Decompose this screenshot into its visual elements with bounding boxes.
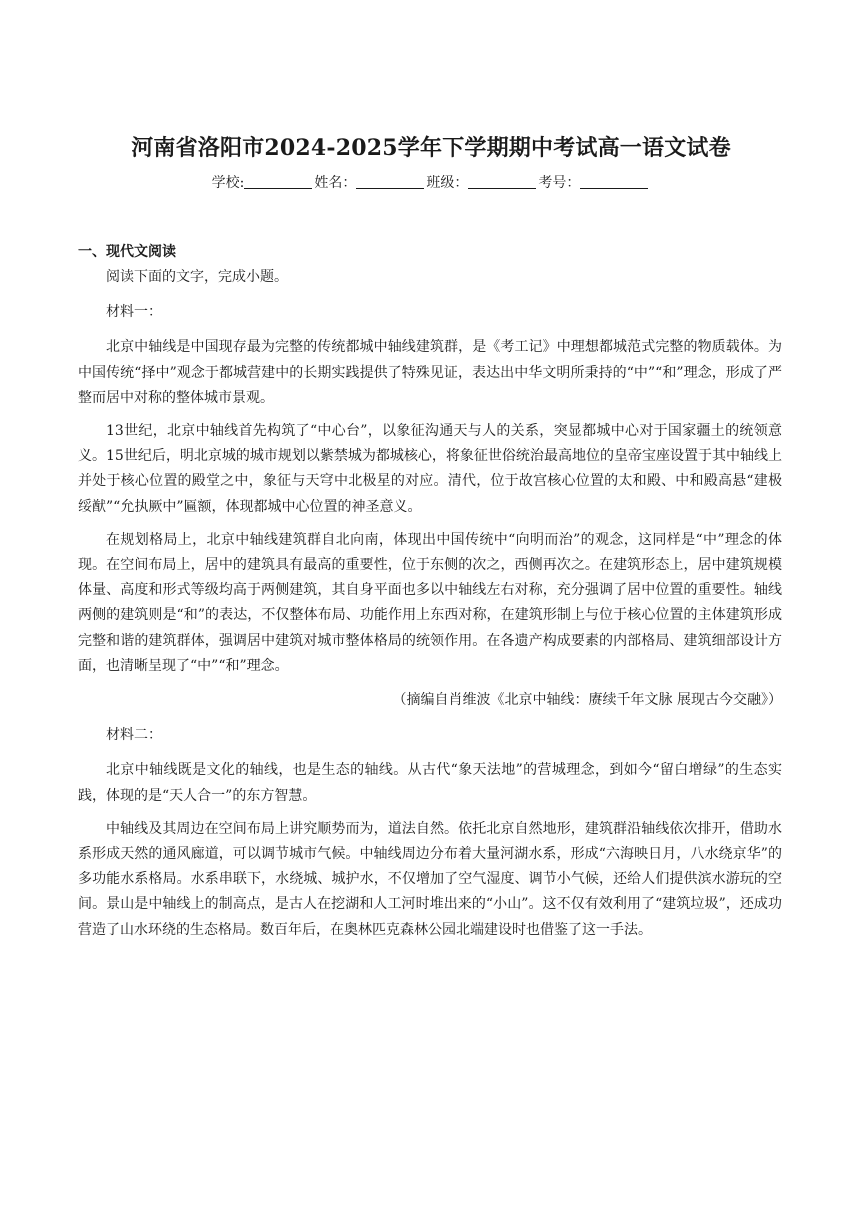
school-blank[interactable] [244,174,312,189]
material-one-paragraph: 13世纪，北京中轴线首先构筑了“中心台”，以象征沟通天与人的关系，突显都城中心对于国家疆土的统领意义。15世纪后，明北京城的城市规划以紫禁城为都城核心，将象征世俗统治最高地位的皇帝宝座设置于其中轴线上并处于核心位置的殿堂之中，象征与天穹中北极星的对应。清代，位于故宫核心位置的太和殿、中和殿高悬“建极绥猷”“允执厥中”匾额，体现都城中心位置的神圣意义。 [78,423,782,515]
material-two-paragraph: 北京中轴线既是文化的轴线，也是生态的轴线。从古代“象天法地”的营城理念，到如今“留白增绿”的生态实践，体现的是“天人合一”的东方智慧。 [78,762,782,804]
name-label: 姓名： [314,175,357,191]
name-blank[interactable] [356,174,424,189]
exam-number-blank[interactable] [580,174,648,189]
material-one-paragraph: 在规划格局上，北京中轴线建筑群自北向南，体现出中国传统中“向明而治”的观念，这同样是“中”理念的体现。在空间布局上，居中的建筑具有最高的重要性，位于东侧的次之，西侧再次之。在建筑形态上，居中建筑规模体量、高度和形式等级均高于两侧建筑，其自身平面也多以中轴线左右对称，充分强调了居中位置的重要性。轴线两侧的建筑则是“和”的表达，不仅整体布局、功能作用上东西对称，在建筑形制上与位于核心位置的主体建筑形成完整和谐的建筑群体，强调居中建筑对城市整体格局的统领作用。在各遗产构成要素的内部格局、建筑细部设计方面，也清晰呈现了“中”“和”理念。 [78,531,782,674]
exam-number-label: 考号： [538,175,581,191]
material-one-label: 材料一： [106,304,162,321]
class-blank[interactable] [468,174,536,189]
exam-title: 河南省洛阳市2024-2025学年下学期期中考试高一语文试卷 [131,135,731,161]
instruction-text: 阅读下面的文字，完成小题。 [106,269,288,285]
material-one-source: （摘编自肖维波《北京中轴线：赓续千年文脉 展现古今交融》） [392,692,782,709]
school-label: 学校: [211,175,245,191]
section-heading: 一、现代文阅读 [78,244,176,260]
class-label: 班级： [426,175,469,191]
reading-passage [78,265,782,943]
material-two-label: 材料二： [106,727,162,744]
material-two-paragraph: 中轴线及其周边在空间布局上讲究顺势而为，道法自然。依托北京自然地形，建筑群沿轴线依次排开，借助水系形成天然的通风廊道，可以调节城市气候。中轴线周边分布着大量河湖水系，形成“六海映日月，八水绕京华”的多功能水系格局。水系串联下，水绕城、城护水，不仅增加了空气湿度、调节小气候，还给人们提供滨水游玩的空间。景山是中轴线上的制高点，是古人在挖湖和人工河时堆出来的“小山”。这不仅有效利用了“建筑垃圾”，还成功营造了山水环绕的生态格局。数百年后，在奥林匹克森林公园北端建设时也借鉴了这一手法。 [78,820,782,938]
student-info-line [78,172,784,194]
material-one-paragraph: 北京中轴线是中国现存最为完整的传统都城中轴线建筑群，是《考工记》中理想都城范式完整的物质载体。为中国传统“择中”观念于都城营建中的长期实践提供了特殊见证，表达出中华文明所秉持的“中”“和”理念，形成了严整而居中对称的整体城市景观。 [78,339,782,406]
